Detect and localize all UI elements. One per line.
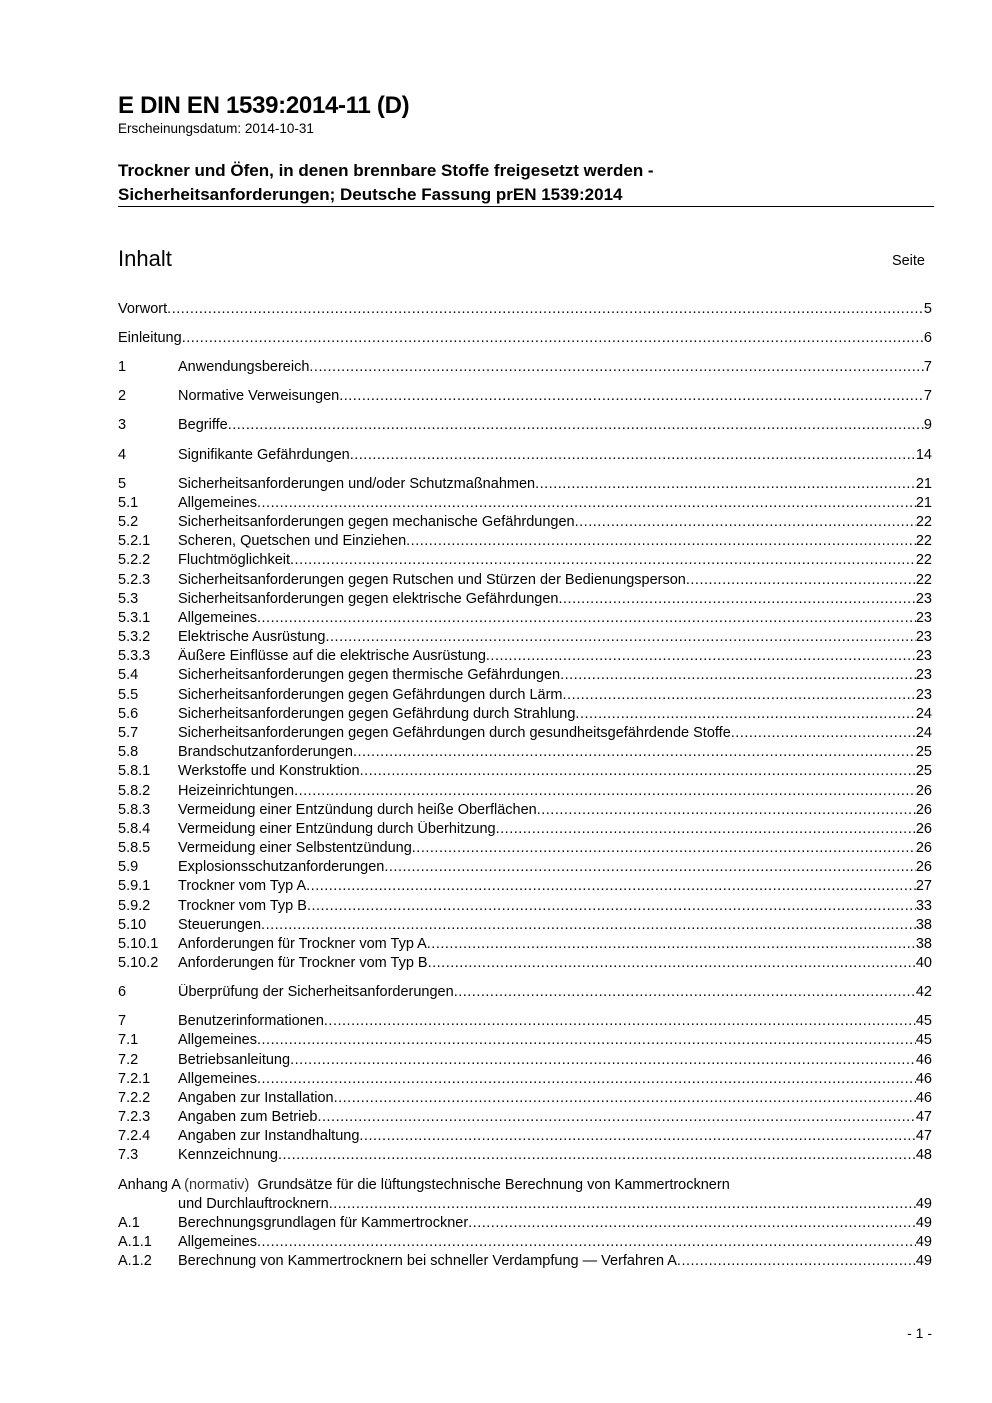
toc-entry-page: 46 (915, 1052, 932, 1068)
toc-entry-page: 21 (915, 476, 932, 492)
toc-entry-text: Brandschutzanforderungen (178, 744, 353, 760)
toc-entry-page: 45 (915, 1013, 932, 1029)
toc-entry-page: 7 (923, 359, 932, 375)
toc-leader-dots (496, 821, 916, 837)
toc-entry-text: Sicherheitsanforderungen gegen mechanische Gefährdungen (178, 514, 575, 530)
toc-entry-page: 26 (915, 821, 932, 837)
toc-entry[interactable] (118, 1071, 932, 1091)
toc-leader-dots (677, 1253, 916, 1269)
toc-entry[interactable] (118, 763, 932, 783)
toc-leader-dots (537, 802, 916, 818)
toc-leader-dots (326, 629, 916, 645)
toc-entry[interactable] (118, 1234, 932, 1254)
toc-entry-number: A.1 (118, 1215, 140, 1231)
toc-leader-dots (468, 1215, 916, 1231)
toc-entry[interactable] (118, 1013, 932, 1033)
toc-entry[interactable] (118, 476, 932, 496)
toc-leader-dots (558, 591, 915, 607)
toc-entry-text: Allgemeines (178, 1071, 257, 1087)
toc-entry-text: Trockner vom Typ B (178, 898, 307, 914)
toc-leader-dots (427, 936, 916, 952)
toc-entry-number: A.1.2 (118, 1253, 152, 1269)
toc-leader-dots (294, 783, 916, 799)
toc-leader-dots (317, 1109, 915, 1125)
toc-entry-page: 48 (915, 1147, 932, 1163)
toc-entry-page: 23 (915, 610, 932, 626)
toc-entry-text: Angaben zur Instandhaltung (178, 1128, 360, 1144)
toc-entry-page: 27 (915, 878, 932, 894)
annex-title-line-2: und Durchlauftrocknern (178, 1196, 329, 1212)
toc-entry[interactable] (118, 552, 932, 572)
toc-entry-number: 5.8.5 (118, 840, 151, 856)
toc-entry-number: 1 (118, 359, 127, 375)
toc-entry-number: 3 (118, 417, 127, 433)
toc-entry-text: Angaben zum Betrieb (178, 1109, 318, 1125)
toc-entry-page: 49 (915, 1196, 932, 1212)
toc-entry[interactable] (118, 533, 932, 553)
toc-entry-text: Steuerungen (178, 917, 262, 933)
toc-entry-number: 5.7 (118, 725, 139, 741)
toc-entry[interactable] (118, 821, 932, 841)
toc-entry-page: 26 (915, 783, 932, 799)
toc-entry-number: 5.2 (118, 514, 139, 530)
toc-entry-number: 5.10.1 (118, 936, 159, 952)
toc-leader-dots (353, 744, 916, 760)
toc-entry[interactable] (118, 610, 932, 630)
document-title (118, 159, 654, 207)
toc-entry-page: 25 (915, 744, 932, 760)
toc-entry-number: 5.2.1 (118, 533, 151, 549)
toc-entry-text: Elektrische Ausrüstung (178, 629, 326, 645)
document-title-line-1: Trockner und Öfen, in denen brennbare Stoffe freigesetzt werden - (118, 161, 654, 180)
toc-entry[interactable] (118, 783, 932, 803)
toc-entry-number: 7.3 (118, 1147, 139, 1163)
toc-entry-number: 5.10.2 (118, 955, 159, 971)
toc-entry-text: Sicherheitsanforderungen gegen Gefährdungen durch Lärm (178, 687, 563, 703)
toc-entry-text: Allgemeines (178, 1234, 257, 1250)
toc-entry[interactable] (118, 1215, 932, 1235)
toc-entry-number: 7.2.4 (118, 1128, 151, 1144)
toc-entry-annex-a-continuation[interactable] (118, 1196, 932, 1216)
toc-leader-dots (257, 1234, 916, 1250)
toc-entry-text: Sicherheitsanforderungen gegen Rutschen und Stürzen der Bedienungsperson (178, 572, 686, 588)
toc-leader-dots (261, 917, 916, 933)
toc-entry-page: 22 (915, 572, 932, 588)
toc-entry-number: 5.3.1 (118, 610, 151, 626)
toc-entry-page: 26 (915, 802, 932, 818)
toc-entry[interactable] (118, 1147, 932, 1167)
toc-entry[interactable] (118, 936, 932, 956)
toc-leader-dots (334, 1090, 916, 1106)
toc-entry-text: Anwendungsbereich (178, 359, 310, 375)
toc-entry-number: 5.6 (118, 706, 139, 722)
toc-entry-page: 14 (915, 447, 932, 463)
toc-entry-page: 24 (915, 725, 932, 741)
toc-entry-text: Vermeidung einer Entzündung durch Überhitzung (178, 821, 496, 837)
document-id: E DIN EN 1539:2014-11 (D) (118, 92, 410, 119)
toc-entry[interactable] (118, 1253, 932, 1273)
toc-entry[interactable] (118, 591, 932, 611)
toc-entry-page: 22 (915, 533, 932, 549)
toc-leader-dots (257, 1032, 916, 1048)
toc-leader-dots (406, 533, 916, 549)
toc-leader-dots (486, 648, 916, 664)
toc-entry-text: Sicherheitsanforderungen gegen Gefährdung durch Strahlung (178, 706, 576, 722)
toc-entry[interactable] (118, 955, 932, 975)
toc-leader-dots (412, 840, 916, 856)
toc-entry-number: 7.2.2 (118, 1090, 151, 1106)
toc-entry-number: 5.8.1 (118, 763, 151, 779)
toc-entry-number: 5.10 (118, 917, 147, 933)
toc-entry-number: 5.8 (118, 744, 139, 760)
toc-entry[interactable] (118, 514, 932, 534)
toc-entry-page: 26 (915, 840, 932, 856)
toc-entry-page: 9 (923, 417, 932, 433)
toc-leader-dots (359, 1128, 915, 1144)
toc-leader-dots (575, 514, 916, 530)
title-divider (118, 206, 934, 207)
toc-leader-dots (278, 1147, 916, 1163)
toc-entry-text: Signifikante Gefährdungen (178, 447, 350, 463)
toc-leader-dots (428, 955, 916, 971)
publication-date: Erscheinungsdatum: 2014-10-31 (118, 121, 314, 136)
toc-entry-number: 2 (118, 388, 127, 404)
toc-entry-text: Allgemeines (178, 1032, 257, 1048)
toc-entry-page: 23 (915, 629, 932, 645)
toc-entry-text: Vermeidung einer Entzündung durch heiße Oberflächen (178, 802, 537, 818)
toc-leader-dots (350, 447, 916, 463)
toc-entry-page: 49 (915, 1215, 932, 1231)
toc-entry-page: 45 (915, 1032, 932, 1048)
toc-entry-page: 26 (915, 859, 932, 875)
toc-leader-dots (535, 476, 916, 492)
toc-entry-number: 5.5 (118, 687, 139, 703)
toc-leader-dots (309, 359, 924, 375)
toc-entry-text: Berechnungsgrundlagen für Kammertrockner (178, 1215, 469, 1231)
toc-leader-dots (454, 984, 916, 1000)
toc-leader-dots (563, 687, 916, 703)
toc-entry-number: 5.8.2 (118, 783, 151, 799)
document-title-line-2: Sicherheitsanforderungen; Deutsche Fassung prEN 1539:2014 (118, 185, 623, 204)
toc-entry-text: Angaben zur Installation (178, 1090, 334, 1106)
toc-entry-text: Werkstoffe und Konstruktion (178, 763, 360, 779)
toc-entry-text: Betriebsanleitung (178, 1052, 291, 1068)
toc-entry-text: Vermeidung einer Selbstentzündung (178, 840, 412, 856)
toc-entry-text: Kennzeichnung (178, 1147, 278, 1163)
toc-entry-page: 5 (923, 301, 932, 317)
toc-entry-page: 6 (923, 330, 932, 346)
toc-entry-number: 5.3.3 (118, 648, 151, 664)
toc-leader-dots (307, 898, 916, 914)
toc-entry-page: 38 (915, 917, 932, 933)
toc-entry-text: Scheren, Quetschen und Einziehen (178, 533, 407, 549)
toc-entry-number: 5.3.2 (118, 629, 151, 645)
toc-leader-dots (686, 572, 916, 588)
toc-entry-page: 23 (915, 591, 932, 607)
toc-leader-dots (257, 610, 916, 626)
toc-entry[interactable] (118, 1109, 932, 1129)
toc-entry[interactable] (118, 447, 932, 467)
annex-label: Anhang A (118, 1177, 181, 1193)
toc-entry-number: 5.9.1 (118, 878, 151, 894)
toc-entry-number: 7.1 (118, 1032, 139, 1048)
toc-leader-dots (324, 1013, 916, 1029)
toc-entry[interactable] (118, 706, 932, 726)
toc-entry-page: 49 (915, 1253, 932, 1269)
toc-entry[interactable] (118, 917, 932, 937)
toc-leader-dots (329, 1196, 916, 1212)
toc-entry-page: 25 (915, 763, 932, 779)
toc-leader-dots (384, 859, 916, 875)
toc-entry-page: 38 (915, 936, 932, 952)
toc-entry-page: 23 (915, 687, 932, 703)
toc-leader-dots (290, 552, 916, 568)
toc-entry-page: 33 (915, 898, 932, 914)
toc-entry-text: Benutzerinformationen (178, 1013, 324, 1029)
toc-entry-page: 7 (923, 388, 932, 404)
toc-entry-page: 23 (915, 648, 932, 664)
toc-entry-number: 5.8.4 (118, 821, 151, 837)
toc-entry-text: Berechnung von Kammertrocknern bei schneller Verdampfung — Verfahren A (178, 1253, 677, 1269)
page-number: - 1 - (907, 1325, 932, 1341)
toc-entry-text: Sicherheitsanforderungen gegen Gefährdungen durch gesundheitsgefährdende Stoffe (178, 725, 731, 741)
toc-entry[interactable] (118, 495, 932, 515)
toc-entry-number: A.1.1 (118, 1234, 152, 1250)
toc-entry-text: Äußere Einflüsse auf die elektrische Ausrüstung (178, 648, 486, 664)
toc-leader-dots (306, 878, 916, 894)
toc-entry[interactable] (118, 1052, 932, 1072)
toc-leader-dots (560, 667, 916, 683)
toc-entry-page: 22 (915, 514, 932, 530)
toc-entry-page: 47 (915, 1128, 932, 1144)
toc-entry-text: Explosionsschutzanforderungen (178, 859, 385, 875)
toc-entry-number: 7.2.3 (118, 1109, 151, 1125)
toc-entry-text: Allgemeines (178, 610, 257, 626)
toc-entry-page: 47 (915, 1109, 932, 1125)
toc-entry-number: 5.2.2 (118, 552, 151, 568)
toc-entry-number: 5.8.3 (118, 802, 151, 818)
toc-entry[interactable] (118, 725, 932, 745)
toc-leader-dots (290, 1052, 916, 1068)
toc-entry-annex-a-heading[interactable] (118, 1177, 932, 1197)
toc-entry-number: 5.9.2 (118, 898, 151, 914)
toc-entry-text: Allgemeines (178, 495, 257, 511)
toc-entry[interactable] (118, 572, 932, 592)
toc-entry-text: Sicherheitsanforderungen und/oder Schutzmaßnahmen (178, 476, 536, 492)
toc-entry-number: 5 (118, 476, 127, 492)
toc-leader-dots (257, 1071, 916, 1087)
toc-entry[interactable] (118, 648, 932, 668)
annex-type: (normativ) (184, 1177, 250, 1193)
toc-entry[interactable] (118, 744, 932, 764)
toc-page-column-label: Seite (891, 253, 925, 269)
toc-entry-page: 23 (915, 667, 932, 683)
toc-entry-number: 7.2 (118, 1052, 139, 1068)
toc-entry-number: 4 (118, 447, 127, 463)
toc-leader-dots (360, 763, 916, 779)
toc-entry[interactable] (118, 859, 932, 879)
toc-entry-text: Anforderungen für Trockner vom Typ B (178, 955, 428, 971)
toc-entry-number: 5.4 (118, 667, 139, 683)
toc-entry-text: Einleitung (118, 330, 182, 346)
toc-entry[interactable] (118, 1090, 932, 1110)
toc-entry-text: Heizeinrichtungen (178, 783, 295, 799)
toc-entry[interactable] (118, 984, 932, 1004)
toc-entry-number: 5.9 (118, 859, 139, 875)
toc-leader-dots (575, 706, 915, 722)
toc-entry-text: Begriffe (178, 417, 228, 433)
toc-entry-page: 46 (915, 1071, 932, 1087)
toc-entry[interactable] (118, 687, 932, 707)
toc-entry[interactable] (118, 629, 932, 649)
toc-entry-text: Vorwort (118, 301, 168, 317)
toc-heading: Inhalt (118, 246, 172, 271)
toc-entry[interactable] (118, 1128, 932, 1148)
toc-entry-page: 42 (915, 984, 932, 1000)
toc-entry-text: Sicherheitsanforderungen gegen thermische Gefährdungen (178, 667, 561, 683)
toc-entry[interactable] (118, 359, 932, 379)
toc-entry[interactable] (118, 802, 932, 822)
toc-entry-text: Fluchtmöglichkeit (178, 552, 291, 568)
toc-leader-dots (167, 301, 924, 317)
toc-entry-text: Anforderungen für Trockner vom Typ A (178, 936, 427, 952)
toc-entry-number: 7 (118, 1013, 127, 1029)
toc-entry-text: Trockner vom Typ A (178, 878, 307, 894)
toc-entry-number: 5.3 (118, 591, 139, 607)
toc-entry[interactable] (118, 898, 932, 918)
toc-entry-page: 24 (915, 706, 932, 722)
toc-entry[interactable] (118, 878, 932, 898)
toc-entry[interactable] (118, 1032, 932, 1052)
toc-leader-dots (228, 417, 924, 433)
toc-entry-number: 6 (118, 984, 127, 1000)
toc-entry-number: 7.2.1 (118, 1071, 151, 1087)
toc-entry-page: 46 (915, 1090, 932, 1106)
toc-entry[interactable] (118, 667, 932, 687)
toc-entry-vorwort[interactable] (118, 301, 932, 321)
toc-leader-dots (257, 495, 916, 511)
toc-leader-dots (339, 388, 924, 404)
toc-entry-page: 21 (915, 495, 932, 511)
toc-entry[interactable] (118, 388, 932, 408)
toc-leader-dots (182, 330, 924, 346)
toc-entry-einleitung[interactable] (118, 330, 932, 350)
toc-entry-text: Sicherheitsanforderungen gegen elektrische Gefährdungen (178, 591, 559, 607)
annex-title-line-1: Grundsätze für die lüftungstechnische Berechnung von Kammertrocknern (257, 1177, 730, 1193)
toc-entry-text: Normative Verweisungen (178, 388, 340, 404)
toc-entry-page: 40 (915, 955, 932, 971)
toc-entry-text: Überprüfung der Sicherheitsanforderungen (178, 984, 454, 1000)
toc-entry[interactable] (118, 417, 932, 437)
toc-entry-number: 5.2.3 (118, 572, 151, 588)
toc-entry-page: 22 (915, 552, 932, 568)
toc-entry-page: 49 (915, 1234, 932, 1250)
toc-entry[interactable] (118, 840, 932, 860)
toc-leader-dots (731, 725, 916, 741)
toc-entry-number: 5.1 (118, 495, 139, 511)
